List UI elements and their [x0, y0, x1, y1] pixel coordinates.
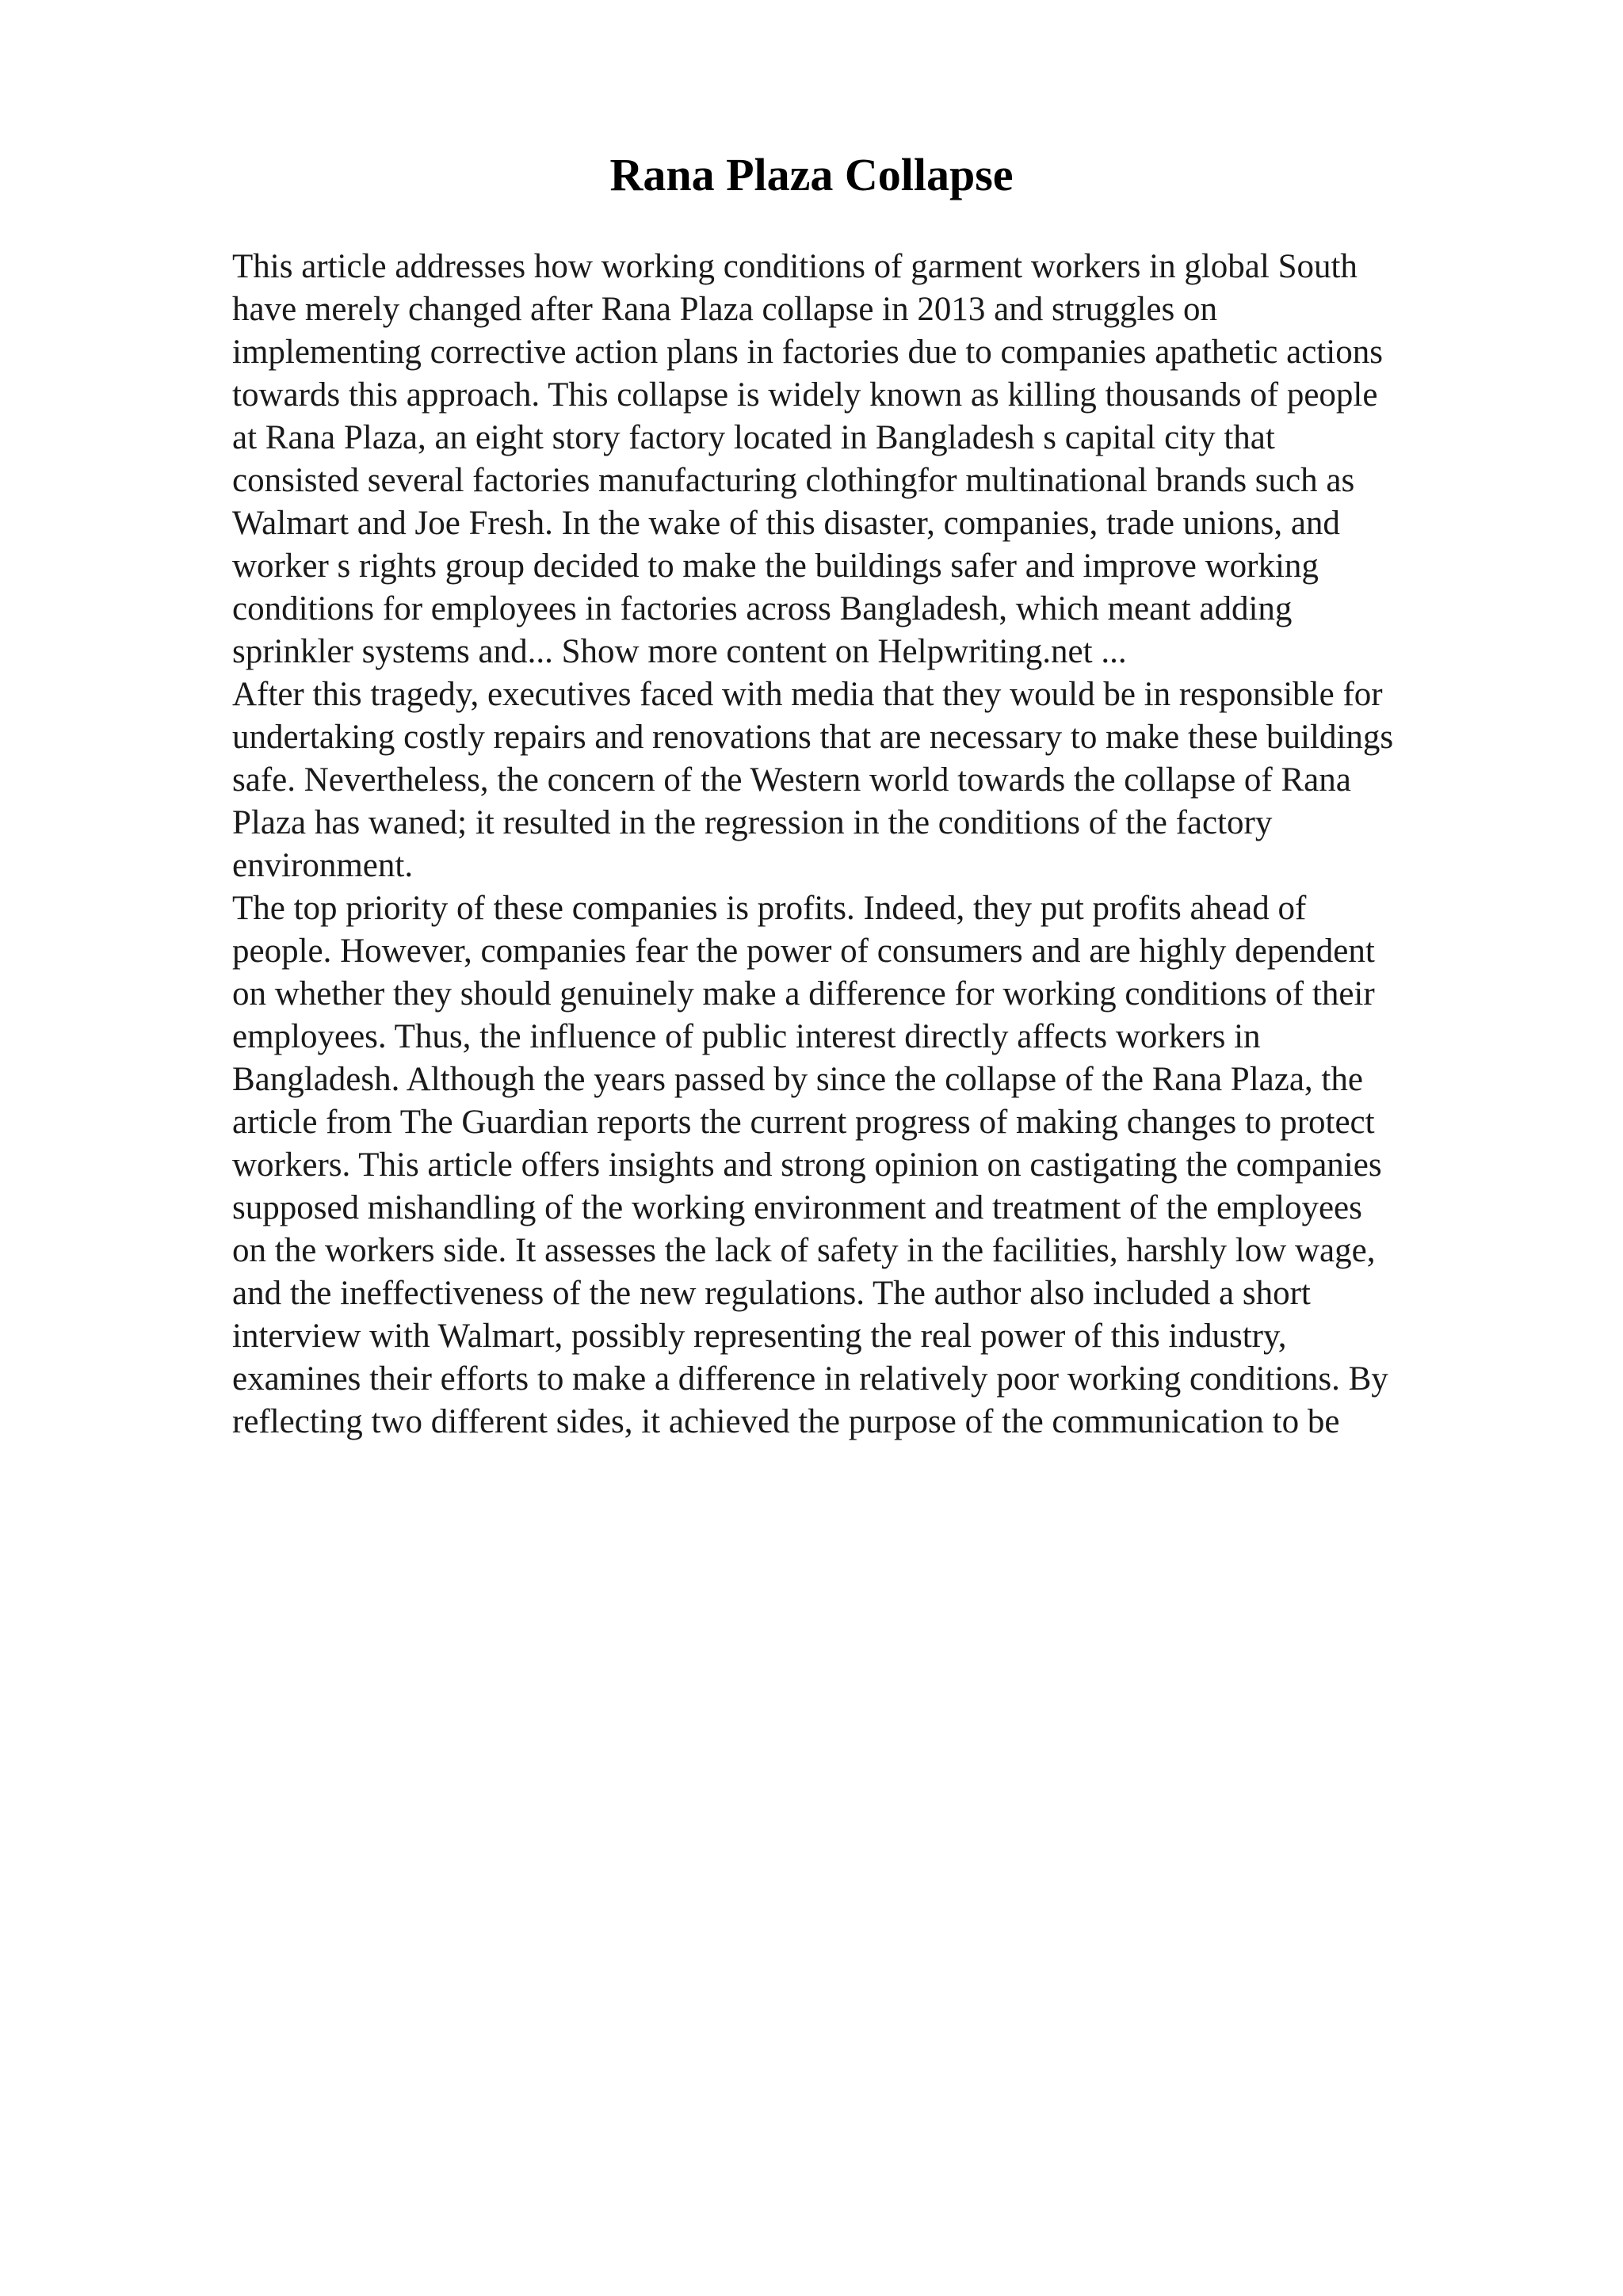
body-line: interview with Walmart, possibly representing the real power of this industry,: [232, 1318, 1287, 1355]
body-line: on the workers side. It assesses the lack of safety in the facilities, harshly low wage,: [232, 1232, 1376, 1269]
document-title: Rana Plaza Collapse: [609, 149, 1014, 200]
body-line: sprinkler systems and... Show more content on Helpwriting.net ...: [232, 633, 1127, 670]
body-line: have merely changed after Rana Plaza collapse in 2013 and struggles on: [232, 291, 1217, 328]
body-line: employees. Thus, the influence of public interest directly affects workers in: [232, 1018, 1261, 1055]
body-line: worker s rights group decided to make the buildings safer and improve working: [232, 547, 1319, 585]
body-line: on whether they should genuinely make a difference for working conditions of their: [232, 975, 1375, 1013]
body-line: and the ineffectiveness of the new regulations. The author also included a short: [232, 1275, 1311, 1312]
body-line: This article addresses how working conditions of garment workers in global South: [232, 248, 1358, 285]
body-line: safe. Nevertheless, the concern of the Western world towards the collapse of Rana: [232, 761, 1351, 799]
body-line: environment.: [232, 847, 414, 884]
body-line: undertaking costly repairs and renovations that are necessary to make these buildings: [232, 719, 1394, 756]
body-line: people. However, companies fear the power of consumers and are highly dependent: [232, 933, 1375, 970]
body-line: examines their efforts to make a difference in relatively poor working conditions. By: [232, 1360, 1388, 1398]
body-line: Walmart and Joe Fresh. In the wake of this disaster, companies, trade unions, and: [232, 505, 1340, 542]
document-body: [232, 246, 1516, 1444]
body-line: towards this approach. This collapse is widely known as killing thousands of people: [232, 376, 1378, 414]
body-line: The top priority of these companies is profits. Indeed, they put profits ahead of: [232, 890, 1307, 927]
body-line: at Rana Plaza, an eight story factory located in Bangladesh s capital city that: [232, 419, 1275, 456]
body-line: workers. This article offers insights and strong opinion on castigating the companies: [232, 1146, 1382, 1184]
body-line: article from The Guardian reports the current progress of making changes to protect: [232, 1104, 1375, 1141]
body-line: reflecting two different sides, it achieved the purpose of the communication to be: [232, 1403, 1340, 1440]
body-line: Plaza has waned; it resulted in the regression in the conditions of the factory: [232, 804, 1273, 841]
body-line: Bangladesh. Although the years passed by since the collapse of the Rana Plaza, the: [232, 1061, 1363, 1098]
body-line: consisted several factories manufacturing clothingfor multinational brands such as: [232, 462, 1355, 499]
body-line: implementing corrective action plans in factories due to companies apathetic actions: [232, 334, 1383, 371]
body-line: After this tragedy, executives faced with media that they would be in responsible for: [232, 676, 1383, 713]
body-line: supposed mishandling of the working environment and treatment of the employees: [232, 1189, 1362, 1226]
body-line: conditions for employees in factories across Bangladesh, which meant adding: [232, 590, 1293, 627]
